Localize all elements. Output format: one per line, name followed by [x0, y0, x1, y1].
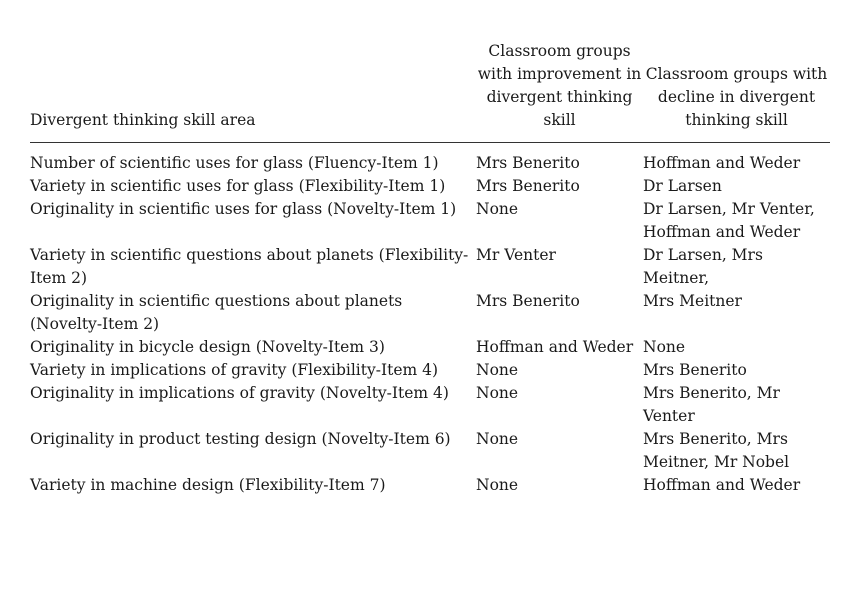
skill-cell: Variety in implications of gravity (Flexibility-Item 4): [30, 361, 439, 379]
decline-cell: Mrs Benerito: [643, 361, 747, 379]
skill-cell: Variety in scientific uses for glass (Flexibility-Item 1): [30, 177, 446, 195]
improvement-cell: None: [476, 476, 519, 494]
improvement-cell: Mrs Benerito: [476, 154, 580, 172]
skill-cell: Originality in implications of gravity (Novelty-Item 4): [30, 384, 449, 402]
improvement-cell: None: [476, 361, 519, 379]
table-row: [30, 143, 830, 176]
decline-cell: Dr Larsen, Mrs Meitner,: [643, 246, 763, 287]
table-row: [30, 474, 830, 497]
decline-cell: Hoffman and Weder: [643, 476, 801, 494]
table-row: [30, 290, 830, 336]
decline-cell: Mrs Benerito, Mr Venter: [643, 384, 780, 425]
decline-cell: Dr Larsen: [643, 177, 722, 195]
skill-cell: Variety in scientific questions about planets (Flexibility-Item 2): [30, 246, 469, 287]
skill-cell: Originality in scientific questions about planets (Novelty-Item 2): [30, 292, 403, 333]
divergent-thinking-table: [30, 40, 830, 497]
results-table-container: [30, 40, 830, 497]
skill-cell: Variety in machine design (Flexibility-Item 7): [30, 476, 386, 494]
table-header: [30, 40, 830, 143]
decline-cell: Dr Larsen, Mr Venter, Hoffman and Weder: [643, 200, 815, 241]
improvement-cell: Mrs Benerito: [476, 292, 580, 310]
improvement-cell: Mr Venter: [476, 246, 556, 264]
decline-cell: Mrs Meitner: [643, 292, 742, 310]
skill-cell: Originality in bicycle design (Novelty-Item 3): [30, 338, 385, 356]
skill-cell: Number of scientific uses for glass (Fluency-Item 1): [30, 154, 439, 172]
header-decline: Classroom groups with decline in divergent thinking skill: [643, 40, 830, 143]
improvement-cell: None: [476, 384, 519, 402]
table-row: [30, 336, 830, 359]
table-row: [30, 244, 830, 290]
skill-cell: Originality in scientific uses for glass (Novelty-Item 1): [30, 200, 457, 218]
decline-cell: Mrs Benerito, Mrs Meitner, Mr Nobel: [643, 430, 790, 471]
table-row: [30, 359, 830, 382]
table-row: [30, 198, 830, 244]
improvement-cell: Mrs Benerito: [476, 177, 580, 195]
table-body: [30, 143, 830, 498]
decline-cell: None: [643, 338, 686, 356]
improvement-cell: None: [476, 200, 519, 218]
table-row: [30, 175, 830, 198]
header-skill-area: Divergent thinking skill area: [30, 40, 476, 143]
table-row: [30, 428, 830, 474]
header-improvement: Classroom groups with improvement in divergent thinking skill: [476, 40, 643, 143]
improvement-cell: None: [476, 430, 519, 448]
skill-cell: Originality in product testing design (Novelty-Item 6): [30, 430, 451, 448]
improvement-cell: Hoffman and Weder: [476, 338, 634, 356]
header-row: [30, 40, 830, 143]
table-row: [30, 382, 830, 428]
decline-cell: Hoffman and Weder: [643, 154, 801, 172]
